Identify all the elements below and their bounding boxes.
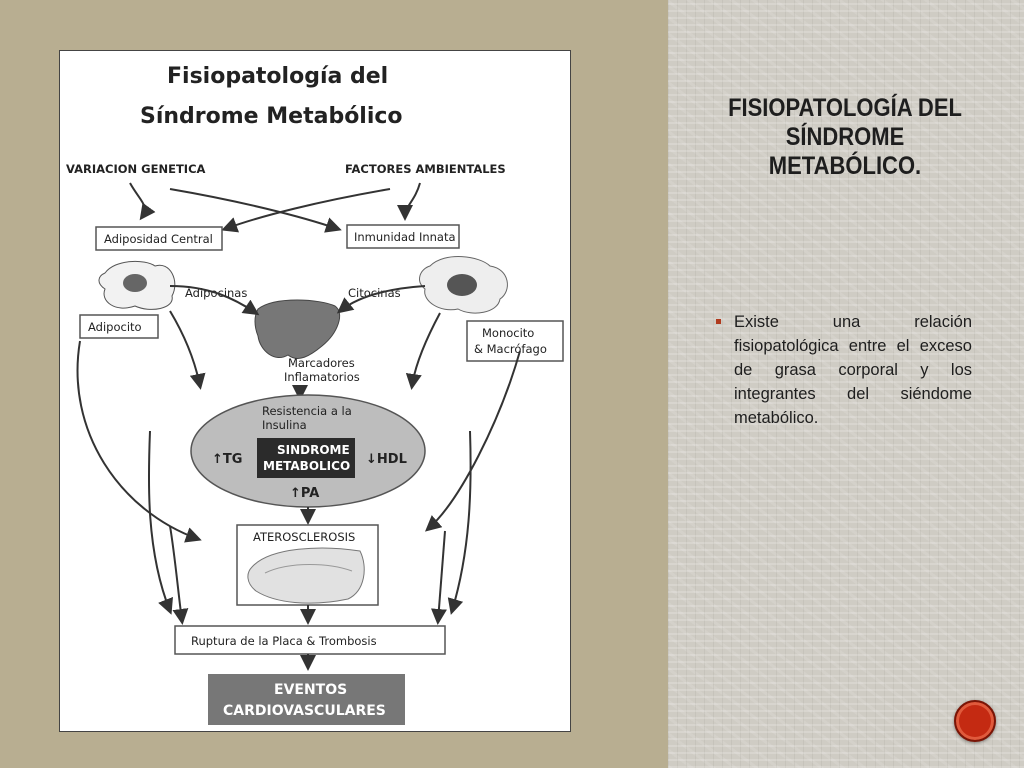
adipocinas-label: Adipocinas [185, 286, 248, 300]
eventos-label-line2: CARDIOVASCULARES [223, 703, 386, 719]
arrow-adipocito-resistencia [170, 311, 200, 386]
ruptura-label: Ruptura de la Placa & Trombosis [191, 634, 377, 648]
diagram-svg [60, 51, 570, 731]
arrow-left-outer-aterosclerosis [78, 341, 198, 539]
arrow-right-long-ruptura [452, 431, 471, 611]
aterosclerosis-label: ATEROSCLEROSIS [253, 530, 356, 544]
marcadores-label-line2: Inflamatorios [284, 370, 360, 384]
arrow-macrofago-resistencia [412, 313, 440, 386]
tg-label: ↑TG [212, 452, 243, 467]
eventos-label-line1: EVENTOS [274, 682, 348, 698]
sindrome-label-line2: METABOLICO [263, 459, 351, 473]
arrow-genetica-inmunidad [170, 189, 338, 229]
factores-ambientales-label: FACTORES AMBIENTALES [345, 162, 506, 176]
liver-illustration [255, 300, 340, 358]
hdl-label: ↓HDL [366, 452, 407, 467]
arrow-left-ruptura [170, 526, 182, 621]
circle-button-icon[interactable] [954, 700, 996, 742]
resistencia-label-line1: Resistencia a la [262, 404, 352, 418]
diagram-title-line1: Fisiopatología del [167, 64, 389, 89]
adipocyte-nucleus [123, 274, 147, 292]
variacion-genetica-label: VARIACION GENETICA [66, 162, 206, 176]
diagram-title-line2: Síndrome Metabólico [140, 104, 403, 129]
citocinas-label: Citocinas [348, 286, 401, 300]
arrow-genetica-adiposidad [130, 183, 145, 217]
inmunidad-innata-label: Inmunidad Innata [354, 230, 456, 244]
monocito-label-line1: Monocito [482, 326, 535, 340]
slide-title: FISIOPATOLOGÍA DEL SÍNDROME METABÓLICO. [728, 94, 962, 180]
macrophage-nucleus [447, 274, 477, 296]
marcadores-label-line1: Marcadores [288, 356, 355, 370]
sindrome-label-line1: SINDROME [277, 443, 350, 457]
arrow-ambientales-inmunidad [405, 183, 420, 217]
monocito-label-line2: & Macrófago [474, 342, 547, 356]
arrow-right-ruptura [438, 531, 445, 621]
arrow-left-long-ruptura [149, 431, 170, 611]
adipocito-label: Adipocito [88, 320, 142, 334]
bullet-item [716, 310, 972, 430]
resistencia-label-line2: Insulina [262, 418, 307, 432]
diagram-image [59, 50, 571, 732]
bullet-list [716, 310, 972, 430]
arrow-ambientales-adiposidad [225, 189, 390, 229]
bullet-text: Existe una relación fisiopatológica entre el exceso de grasa corporal y los integrantes del siéndome metabólico. [734, 313, 972, 427]
adiposidad-central-label: Adiposidad Central [104, 232, 213, 246]
pa-label: ↑PA [290, 486, 320, 501]
bullet-square-icon [716, 319, 721, 324]
arrow-right-outer-aterosclerosis [428, 351, 520, 529]
